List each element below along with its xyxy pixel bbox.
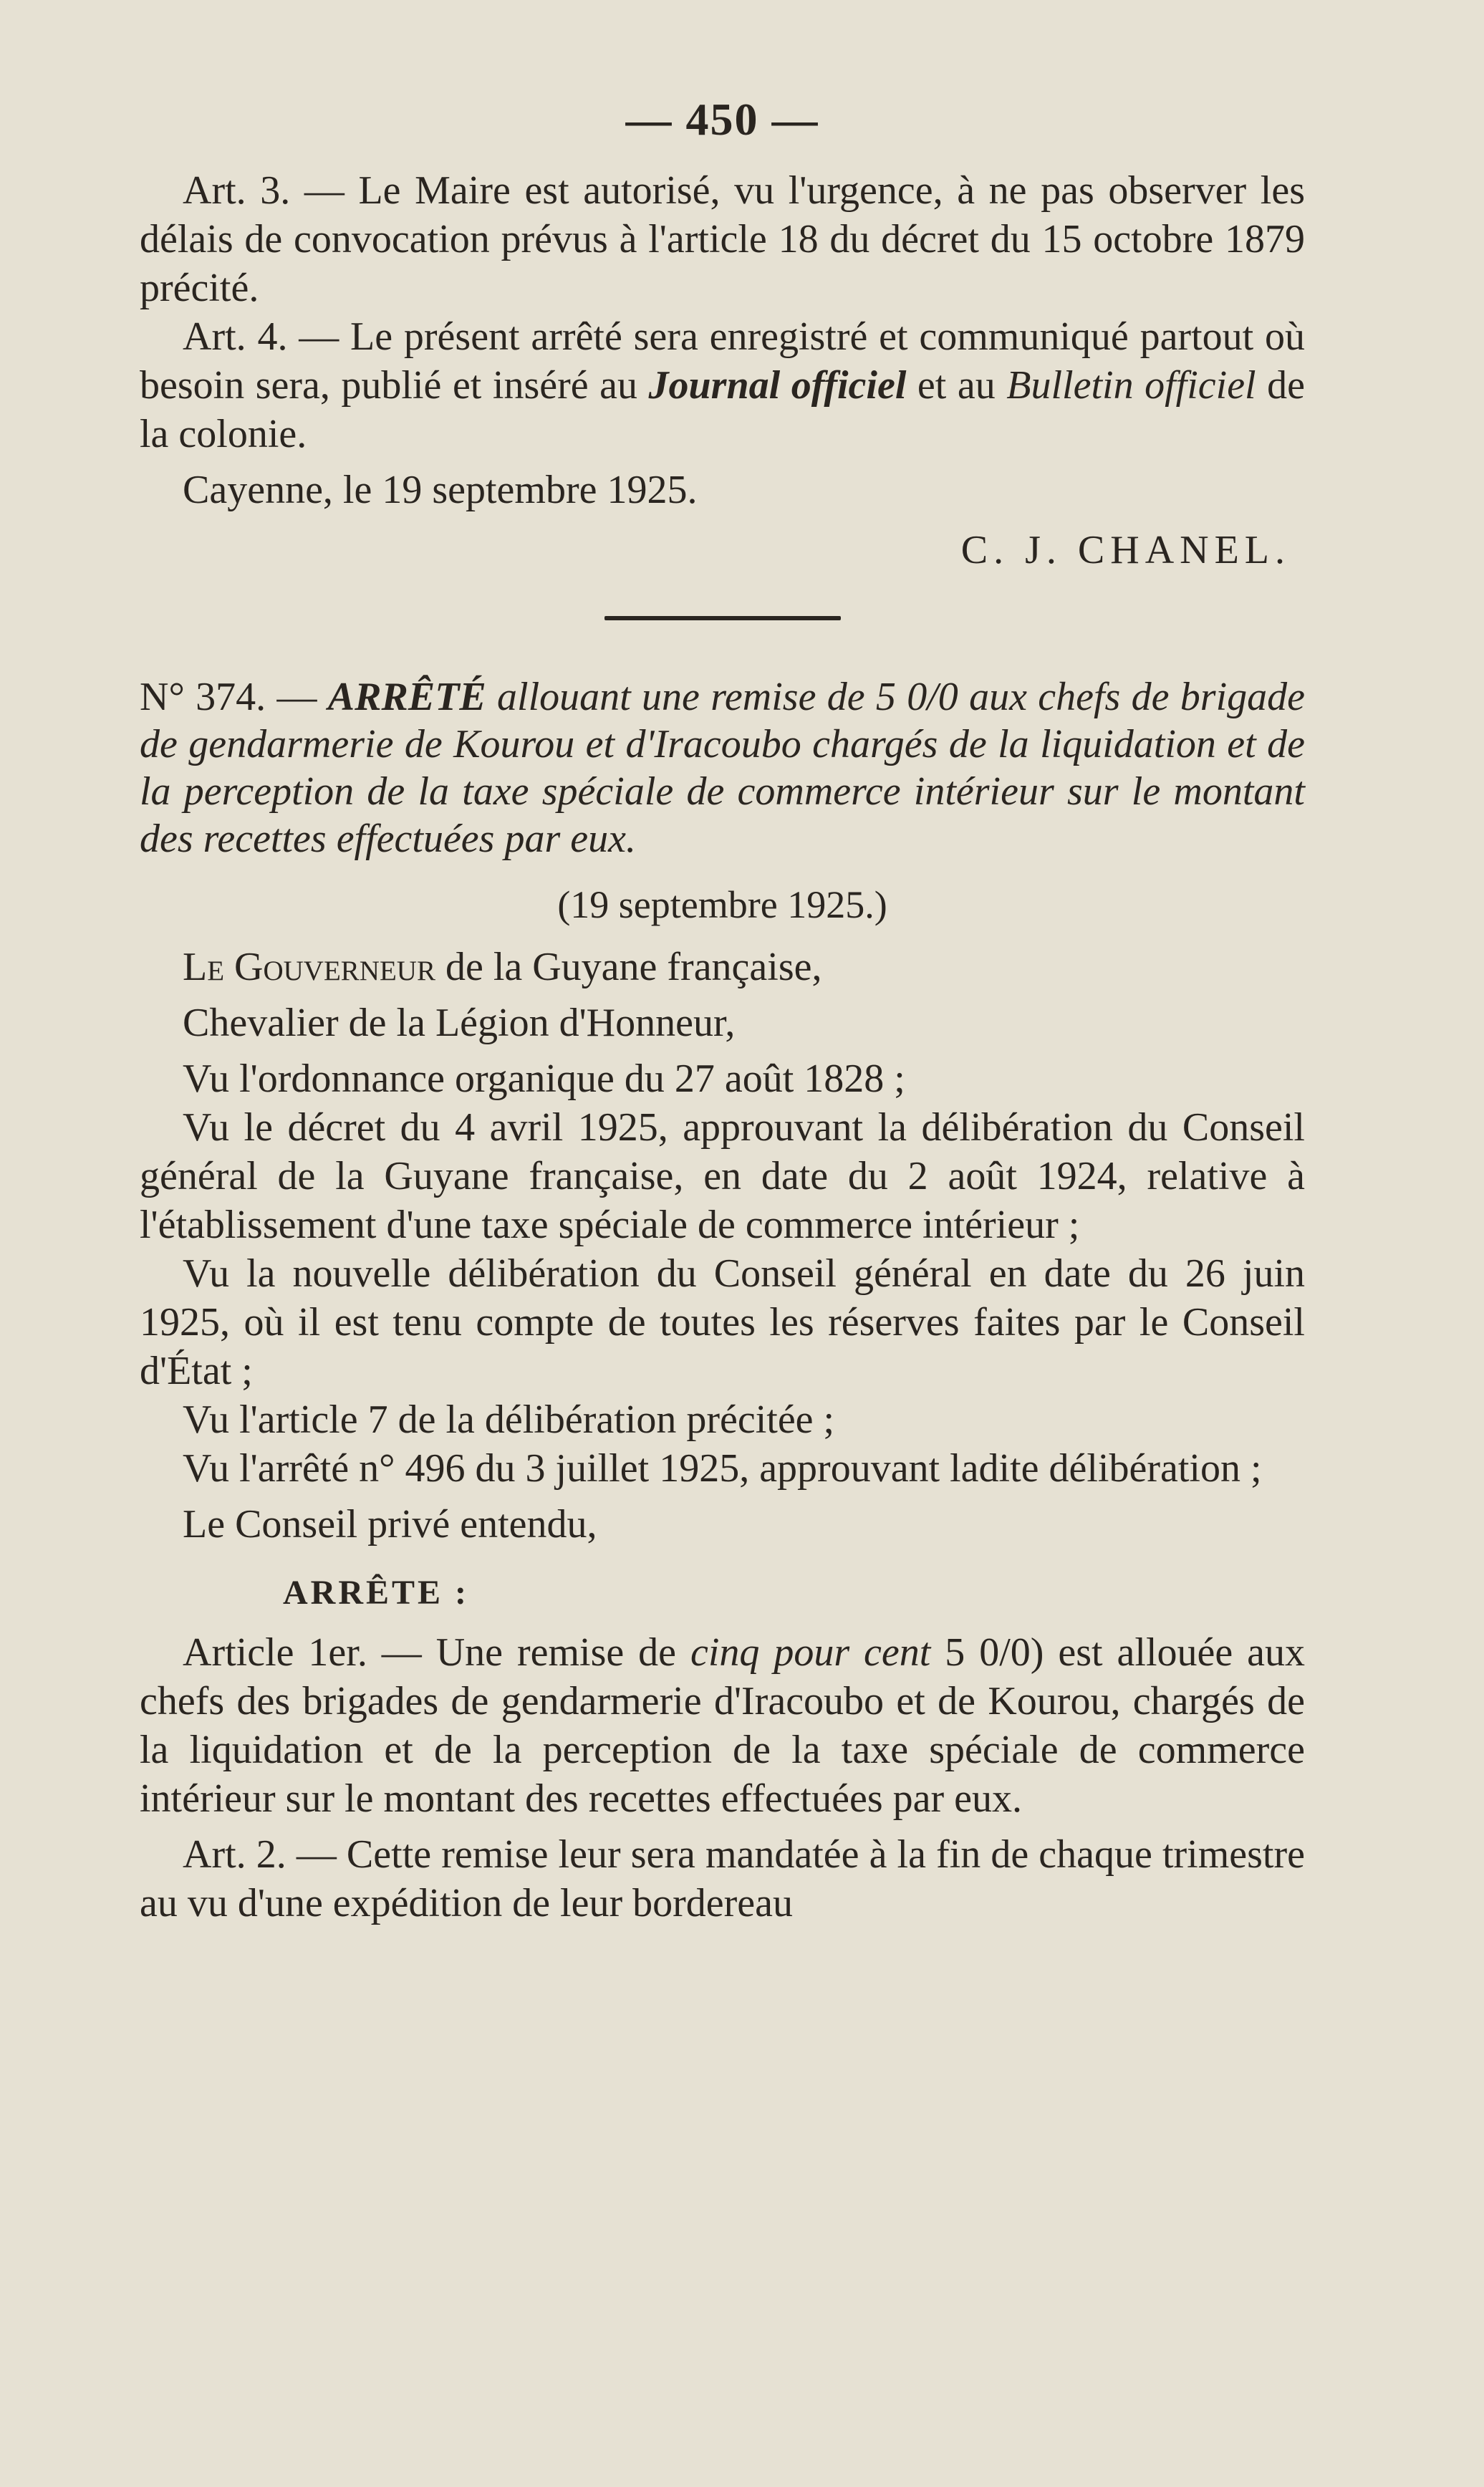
article-1-suffix: 5 0/0) est allouée aux chefs des brigades de gendarmerie d'Iracoubo et de Kourou, chargés de la liquidation et de la perception de la taxe spéciale de commerce intérieur sur le montant des recettes effectuées par eux. — [140, 1630, 1306, 1821]
decree-heading — [140, 673, 1305, 862]
article-3-paragraph: Art. 3. — Le Maire est autorisé, vu l'urgence, à ne pas observer les délais de convocation prévus à l'article 18 du décret du 15 octobre 1879 précité. — [140, 168, 1305, 310]
article-4-prefix: Art. 4. — Le présent arrêté sera enregistré et communiqué partout où besoin sera, publié et inséré au — [140, 314, 1305, 408]
vu-decret: Vu le décret du 4 avril 1925, approuvant la délibération du Conseil général de la Guyane française, en date du 2 août 1924, relative à l'établissement d'une taxe spéciale de commerce intérieur ; — [140, 1105, 1305, 1247]
decree-number: N° 374. — — [140, 675, 328, 719]
decree-title-text: allouant une remise de 5 0/0 aux chefs de brigade de gendarmerie de Kourou et d'Iracoubo chargés de la liquidation et de la perception de la taxe spéciale de commerce intérieur sur le montant des recettes effectuées par eux. — [140, 675, 1305, 861]
place-date-line: Cayenne, le 19 septembre 1925. — [183, 468, 698, 512]
decree-title — [140, 673, 1305, 862]
article-1-paragraph — [140, 1628, 1305, 1823]
article-4-paragraph — [140, 312, 1305, 458]
vu-deliberation: Vu la nouvelle délibération du Conseil général en date du 26 juin 1925, où il est tenu compte de toutes les réserves faites par le Conseil d'État ; — [140, 1251, 1305, 1393]
governor-rest: de la Guyane française, — [435, 945, 822, 989]
section-divider — [604, 616, 841, 620]
bulletin-officiel-title: Bulletin officiel — [1006, 363, 1256, 408]
conseil-prive-line: Le Conseil privé entendu, — [183, 1502, 597, 1546]
signature: C. J. CHANEL. — [960, 528, 1291, 572]
governor-title: Le Gouverneur — [183, 945, 435, 989]
governor-line — [140, 943, 1305, 991]
vu-article-7: Vu l'article 7 de la délibération précitée ; — [183, 1398, 835, 1442]
vu-ordonnance: Vu l'ordonnance organique du 27 août 1828 ; — [183, 1057, 905, 1101]
article-4-middle: et au — [906, 363, 1007, 408]
page-number: — 450 — — [625, 94, 819, 145]
article-1-italic: cinq pour cent — [690, 1630, 931, 1675]
arrete-label: ARRÊTE : — [283, 1574, 470, 1612]
article-2-paragraph: Art. 2. — Cette remise leur sera mandatée à la fin de chaque trimestre au vu d'une expédition de leur bordereau — [140, 1832, 1305, 1925]
decree-title-word: ARRÊTÉ — [327, 675, 486, 719]
journal-officiel-title: Journal officiel — [648, 363, 907, 408]
vu-arrete-496: Vu l'arrêté n° 496 du 3 juillet 1925, approuvant ladite délibération ; — [183, 1446, 1262, 1491]
article-1-prefix: Article 1er. — Une remise de — [183, 1630, 690, 1675]
chevalier-line: Chevalier de la Légion d'Honneur, — [183, 1001, 736, 1045]
article-4-suffix: de la colonie. — [140, 363, 1305, 456]
decree-date: (19 septembre 1925.) — [557, 883, 887, 926]
